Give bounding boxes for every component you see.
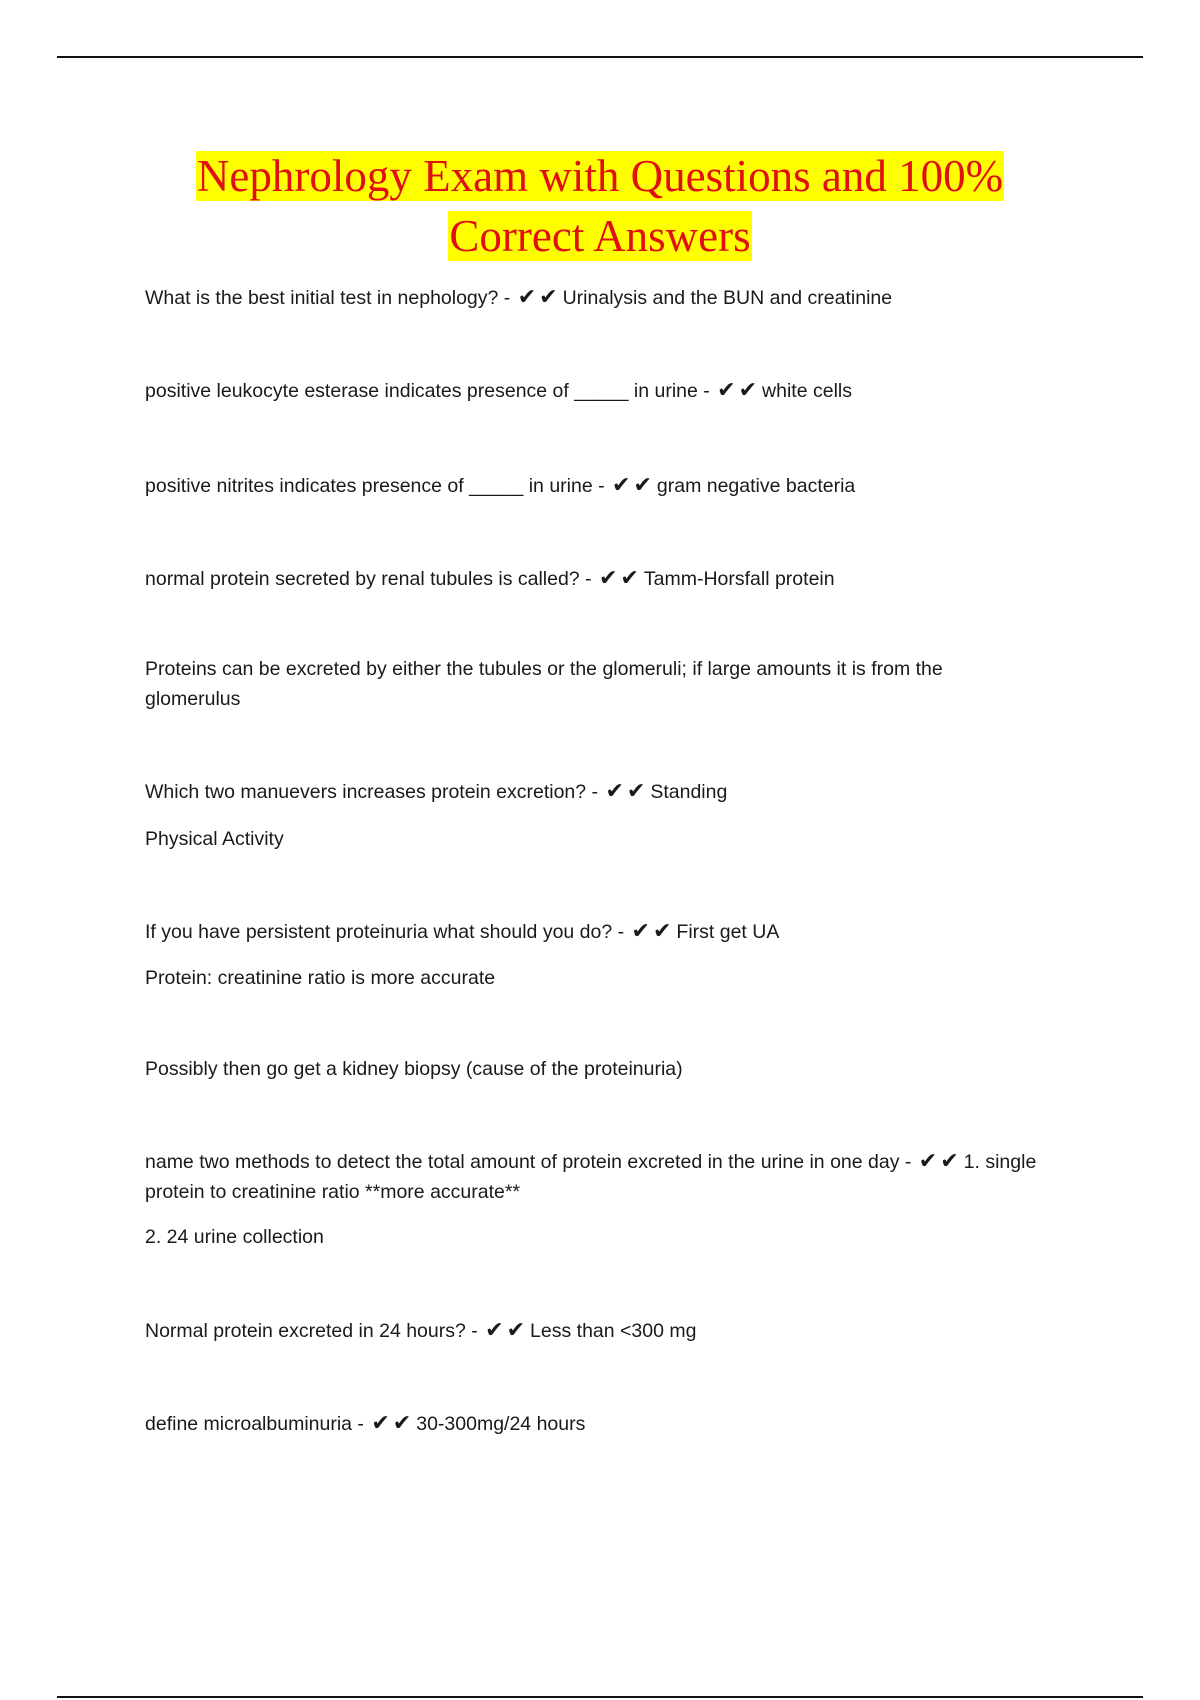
answer-text: 30-300mg/24 hours [416, 1413, 586, 1435]
check-icon: ✔✔ [517, 285, 561, 310]
answer-continuation: Protein: creatinine ratio is more accurate [145, 967, 496, 989]
page-title [0, 146, 1200, 266]
qa-item [145, 1316, 1065, 1346]
question-text: Which two manuevers increases protein excretion? - [145, 781, 599, 803]
check-icon: ✔✔ [605, 779, 649, 804]
question-text: define microalbuminuria - [145, 1413, 364, 1435]
answer-text: gram negative bacteria [656, 475, 856, 497]
answer-continuation: Possibly then go get a kidney biopsy (cause of the proteinuria) [145, 1058, 683, 1080]
answer-continuation: 2. 24 urine collection [145, 1226, 324, 1248]
answer-text: 1. single protein to creatinine ratio **more accurate** [145, 1151, 1037, 1203]
qa-item [145, 1409, 1065, 1439]
qa-item [145, 777, 1065, 807]
check-icon: ✔✔ [631, 919, 675, 944]
question-text: Normal protein excreted in 24 hours? - [145, 1320, 478, 1342]
check-icon: ✔✔ [599, 566, 642, 591]
question-text: normal protein secreted by renal tubules is called? - [145, 568, 592, 590]
answer-continuation: Physical Activity [145, 828, 284, 850]
qa-item [145, 1147, 1065, 1207]
question-text: positive leukocyte esterase indicates presence of _____ in urine - [145, 380, 710, 402]
check-icon: ✔✔ [612, 473, 655, 498]
answer-text: First get UA [676, 921, 780, 943]
qa-item [145, 471, 1065, 501]
question-text: name two methods to detect the total amount of protein excreted in the urine in one day - [145, 1151, 912, 1173]
check-icon: ✔✔ [371, 1411, 415, 1436]
qa-item [145, 283, 1065, 313]
check-icon: ✔✔ [485, 1318, 529, 1343]
title-line-2: Correct Answers [449, 211, 751, 261]
answer-text: Standing [650, 781, 728, 803]
statement-item: Proteins can be excreted by either the tubules or the glomeruli; if large amounts it is from the glomerulus [145, 658, 943, 710]
answer-text: Less than <300 mg [530, 1320, 697, 1342]
question-text: If you have persistent proteinuria what should you do? - [145, 921, 625, 943]
check-icon: ✔✔ [717, 378, 761, 403]
bottom-rule [57, 1696, 1143, 1698]
question-text: positive nitrites indicates presence of _____ in urine - [145, 475, 605, 497]
answer-text: white cells [762, 380, 852, 402]
answer-text: Urinalysis and the BUN and creatinine [562, 287, 893, 309]
answer-text: Tamm-Horsfall protein [643, 568, 835, 590]
top-rule [57, 56, 1143, 58]
check-icon: ✔✔ [918, 1149, 962, 1174]
qa-item [145, 564, 1065, 594]
title-line-1: Nephrology Exam with Questions and 100% [196, 151, 1004, 201]
question-text: What is the best initial test in nephology? - [145, 287, 511, 309]
qa-item [145, 376, 1065, 406]
qa-item [145, 917, 1065, 947]
